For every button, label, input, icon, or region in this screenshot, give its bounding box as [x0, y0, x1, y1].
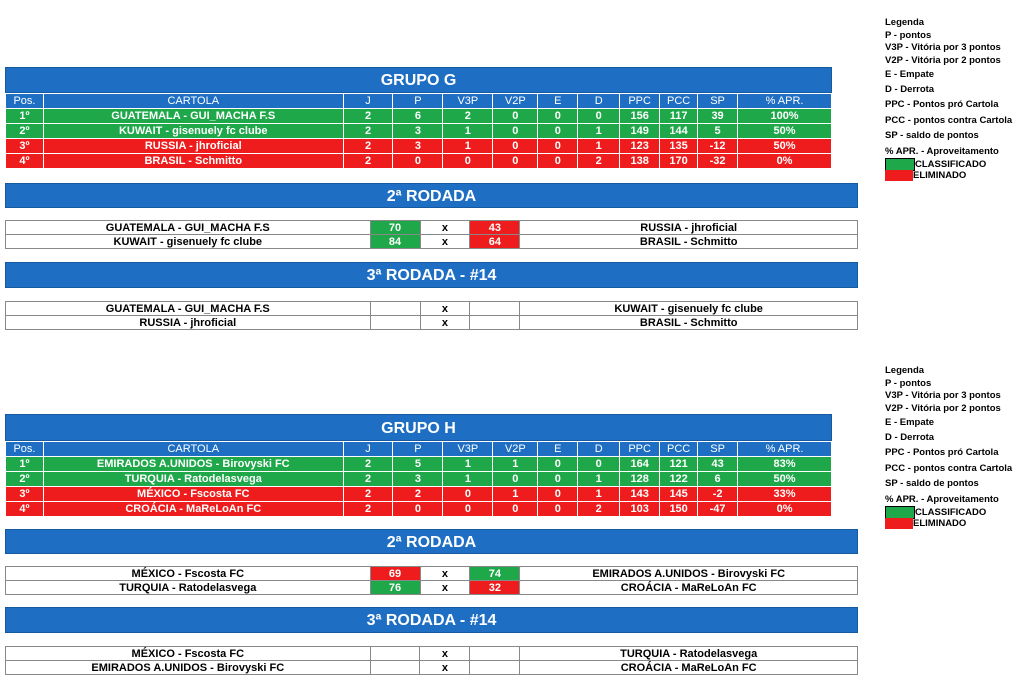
row-ppc: 149: [620, 124, 660, 139]
table-row: [6, 124, 832, 139]
legend-line: D - Derrota: [885, 83, 935, 95]
legend-group-h: [885, 365, 1012, 530]
row-d: 2: [578, 154, 620, 169]
row-pos: 4º: [6, 154, 44, 169]
row-pcc: 150: [660, 502, 698, 517]
row-d: 0: [578, 457, 620, 472]
row-d: 2: [578, 502, 620, 517]
row-j: 2: [343, 457, 393, 472]
row-j: 2: [343, 109, 393, 124]
table-row: [6, 154, 832, 169]
row-sp: 5: [698, 124, 738, 139]
row-apr: 83%: [738, 457, 832, 472]
row-pos: 4º: [6, 502, 44, 517]
match-home-score: [370, 647, 420, 661]
row-pos: 3º: [6, 487, 44, 502]
row-v3p: 1: [443, 472, 493, 487]
match-away-score: 64: [470, 235, 520, 249]
match-home: KUWAIT - gisenuely fc clube: [6, 235, 371, 249]
row-team: EMIRADOS A.UNIDOS - Birovyski FC: [43, 457, 343, 472]
row-ppc: 103: [620, 502, 660, 517]
col-d: D: [578, 442, 620, 457]
legend-eliminado: [885, 170, 1012, 182]
match-home: GUATEMALA - GUI_MACHA F.S: [6, 221, 371, 235]
row-e: 0: [538, 487, 578, 502]
col-pos: Pos.: [6, 94, 44, 109]
group-g-standings: [5, 93, 832, 169]
match-home-score: 69: [370, 567, 420, 581]
legend-line: SP - saldo de pontos: [885, 130, 979, 141]
row-team: CROÁCIA - MaReLoAn FC: [43, 502, 343, 517]
row-e: 0: [538, 502, 578, 517]
match-away-score: [470, 647, 520, 661]
match-away: KUWAIT - gisenuely fc clube: [520, 302, 858, 316]
legend-line: P - pontos: [885, 377, 932, 389]
row-p: 2: [393, 487, 443, 502]
row-p: 5: [393, 457, 443, 472]
row-v2p: 0: [493, 502, 538, 517]
match-row: [6, 221, 858, 235]
row-v2p: 1: [493, 487, 538, 502]
match-row: [6, 581, 858, 595]
group-h-round2-title: 2ª RODADA: [5, 529, 858, 554]
match-away-score: 43: [470, 221, 520, 235]
col-pcc: PCC: [660, 94, 698, 109]
row-v3p: 1: [443, 124, 493, 139]
match-home-score: [370, 316, 420, 330]
col-v2p: V2P: [493, 94, 538, 109]
col-e: E: [538, 94, 578, 109]
row-pos: 2º: [6, 472, 44, 487]
row-d: 1: [578, 139, 620, 154]
row-j: 2: [343, 124, 393, 139]
match-x: x: [420, 302, 470, 316]
match-away-score: [470, 661, 520, 675]
group-h-round3-matches: [5, 646, 858, 675]
legend-line: V2P - Vitória por 2 pontos: [885, 54, 1001, 66]
row-sp: -47: [698, 502, 738, 517]
row-e: 0: [538, 154, 578, 169]
legend-line: % APR. - Aproveitamento: [885, 493, 999, 505]
row-pcc: 170: [660, 154, 698, 169]
row-v3p: 0: [443, 502, 493, 517]
match-row: [6, 316, 858, 330]
match-away: RUSSIA - jhroficial: [520, 221, 858, 235]
row-p: 3: [393, 124, 443, 139]
row-j: 2: [343, 487, 393, 502]
match-home: MÉXICO - Fscosta FC: [6, 567, 371, 581]
row-v2p: 0: [493, 124, 538, 139]
col-ppc: PPC: [620, 94, 660, 109]
match-x: x: [420, 316, 470, 330]
match-away: CROÁCIA - MaReLoAn FC: [520, 661, 858, 675]
row-d: 1: [578, 124, 620, 139]
group-g-round2-matches: [5, 220, 858, 249]
row-p: 3: [393, 472, 443, 487]
group-g-round3-title: 3ª RODADA - #14: [5, 262, 858, 288]
row-ppc: 164: [620, 457, 660, 472]
classificado-label: CLASSIFICADO: [915, 507, 987, 519]
match-row: [6, 647, 858, 661]
row-p: 3: [393, 139, 443, 154]
match-x: x: [420, 235, 470, 249]
legend-line: V2P - Vitória por 2 pontos: [885, 402, 1001, 414]
match-home: EMIRADOS A.UNIDOS - Birovyski FC: [6, 661, 371, 675]
row-pos: 1º: [6, 457, 44, 472]
col-sp: SP: [698, 94, 738, 109]
classificado-label: CLASSIFICADO: [915, 159, 987, 171]
match-x: x: [420, 221, 470, 235]
table-row: [6, 139, 832, 154]
legend-line: Legenda: [885, 17, 925, 28]
col-pcc: PCC: [660, 442, 698, 457]
row-apr: 100%: [738, 109, 832, 124]
row-team: GUATEMALA - GUI_MACHA F.S: [43, 109, 343, 124]
eliminado-swatch: [885, 170, 913, 181]
row-j: 2: [343, 139, 393, 154]
standings-header: [6, 442, 832, 457]
row-p: 6: [393, 109, 443, 124]
row-p: 0: [393, 154, 443, 169]
eliminado-label: ELIMINADO: [913, 518, 967, 530]
row-e: 0: [538, 139, 578, 154]
legend-classificado: [885, 158, 1012, 170]
col-d: D: [578, 94, 620, 109]
col-v2p: V2P: [493, 442, 538, 457]
col-p: P: [393, 94, 443, 109]
row-d: 1: [578, 487, 620, 502]
row-pos: 1º: [6, 109, 44, 124]
row-pcc: 117: [660, 109, 698, 124]
group-h-round2-matches: [5, 566, 858, 595]
legend-line: PCC - pontos contra Cartola: [885, 462, 1013, 474]
match-away: BRASIL - Schmitto: [520, 235, 858, 249]
row-v2p: 0: [493, 109, 538, 124]
row-e: 0: [538, 124, 578, 139]
row-v3p: 1: [443, 139, 493, 154]
row-e: 0: [538, 109, 578, 124]
match-home: TURQUIA - Ratodelasvega: [6, 581, 371, 595]
legend-line: % APR. - Aproveitamento: [885, 145, 999, 157]
legend-line: E - Empate: [885, 69, 935, 80]
match-row: [6, 235, 858, 249]
row-e: 0: [538, 457, 578, 472]
group-g-round3-matches: [5, 301, 858, 330]
col-p: P: [393, 442, 443, 457]
legend-line: PPC - Pontos pró Cartola: [885, 99, 999, 110]
row-sp: 43: [698, 457, 738, 472]
row-apr: 50%: [738, 472, 832, 487]
row-ppc: 138: [620, 154, 660, 169]
table-row: [6, 472, 832, 487]
col-cartola: CARTOLA: [43, 94, 343, 109]
row-sp: -32: [698, 154, 738, 169]
match-away: EMIRADOS A.UNIDOS - Birovyski FC: [520, 567, 858, 581]
row-apr: 33%: [738, 487, 832, 502]
match-home-score: [370, 661, 420, 675]
col-cartola: CARTOLA: [43, 442, 343, 457]
col-sp: SP: [698, 442, 738, 457]
legend-group-g: [885, 17, 1012, 182]
legend-line: E - Empate: [885, 417, 935, 428]
row-sp: -12: [698, 139, 738, 154]
legend-line: Legenda: [885, 365, 925, 376]
match-x: x: [420, 647, 470, 661]
row-apr: 0%: [738, 502, 832, 517]
row-pcc: 135: [660, 139, 698, 154]
col-apr: % APR.: [738, 442, 832, 457]
legend-line: PCC - pontos contra Cartola: [885, 114, 1013, 126]
col-j: J: [343, 94, 393, 109]
col-e: E: [538, 442, 578, 457]
table-row: [6, 457, 832, 472]
row-team: BRASIL - Schmitto: [43, 154, 343, 169]
row-v2p: 1: [493, 457, 538, 472]
match-row: [6, 567, 858, 581]
row-pos: 2º: [6, 124, 44, 139]
row-d: 1: [578, 472, 620, 487]
col-j: J: [343, 442, 393, 457]
row-v3p: 1: [443, 457, 493, 472]
match-home-score: 76: [370, 581, 420, 595]
match-away-score: [470, 316, 520, 330]
row-j: 2: [343, 502, 393, 517]
row-apr: 0%: [738, 154, 832, 169]
legend-line: D - Derrota: [885, 431, 935, 443]
group-h-title: GRUPO H: [5, 414, 832, 441]
col-v3p: V3P: [443, 442, 493, 457]
match-x: x: [420, 661, 470, 675]
match-row: [6, 661, 858, 675]
group-g-round2-title: 2ª RODADA: [5, 183, 858, 208]
row-team: MÉXICO - Fscosta FC: [43, 487, 343, 502]
row-pcc: 122: [660, 472, 698, 487]
legend-line: P - pontos: [885, 29, 932, 41]
table-row: [6, 487, 832, 502]
row-apr: 50%: [738, 124, 832, 139]
match-away-score: [470, 302, 520, 316]
row-ppc: 128: [620, 472, 660, 487]
match-x: x: [420, 567, 470, 581]
col-pos: Pos.: [6, 442, 44, 457]
table-row: [6, 502, 832, 517]
row-ppc: 123: [620, 139, 660, 154]
standings-header: [6, 94, 832, 109]
row-pcc: 144: [660, 124, 698, 139]
legend-line: V3P - Vitória por 3 pontos: [885, 390, 1001, 401]
row-v3p: 2: [443, 109, 493, 124]
match-away: TURQUIA - Ratodelasvega: [520, 647, 858, 661]
row-j: 2: [343, 472, 393, 487]
match-away-score: 32: [470, 581, 520, 595]
row-v3p: 0: [443, 154, 493, 169]
row-team: KUWAIT - gisenuely fc clube: [43, 124, 343, 139]
legend-line: SP - saldo de pontos: [885, 478, 979, 489]
row-pcc: 121: [660, 457, 698, 472]
eliminado-label: ELIMINADO: [913, 170, 967, 182]
col-v3p: V3P: [443, 94, 493, 109]
col-apr: % APR.: [738, 94, 832, 109]
legend-eliminado: [885, 518, 1012, 530]
group-h-round3-title: 3ª RODADA - #14: [5, 607, 858, 633]
match-away-score: 74: [470, 567, 520, 581]
row-sp: 39: [698, 109, 738, 124]
row-v3p: 0: [443, 487, 493, 502]
legend-line: V3P - Vitória por 3 pontos: [885, 42, 1001, 53]
row-v2p: 0: [493, 154, 538, 169]
match-home: RUSSIA - jhroficial: [6, 316, 371, 330]
match-home-score: [370, 302, 420, 316]
row-ppc: 156: [620, 109, 660, 124]
row-j: 2: [343, 154, 393, 169]
row-sp: -2: [698, 487, 738, 502]
legend-classificado: [885, 506, 1012, 518]
row-p: 0: [393, 502, 443, 517]
match-away: CROÁCIA - MaReLoAn FC: [520, 581, 858, 595]
match-row: [6, 302, 858, 316]
match-home-score: 70: [370, 221, 420, 235]
row-ppc: 143: [620, 487, 660, 502]
row-e: 0: [538, 472, 578, 487]
match-home-score: 84: [370, 235, 420, 249]
row-apr: 50%: [738, 139, 832, 154]
row-d: 0: [578, 109, 620, 124]
legend-line: PPC - Pontos pró Cartola: [885, 447, 999, 458]
row-team: TURQUIA - Ratodelasvega: [43, 472, 343, 487]
match-away: BRASIL - Schmitto: [520, 316, 858, 330]
row-v2p: 0: [493, 472, 538, 487]
group-h-standings: [5, 441, 832, 517]
eliminado-swatch: [885, 518, 913, 529]
table-row: [6, 109, 832, 124]
row-pcc: 145: [660, 487, 698, 502]
row-pos: 3º: [6, 139, 44, 154]
group-g-title: GRUPO G: [5, 67, 832, 93]
row-sp: 6: [698, 472, 738, 487]
match-home: MÉXICO - Fscosta FC: [6, 647, 371, 661]
col-ppc: PPC: [620, 442, 660, 457]
match-home: GUATEMALA - GUI_MACHA F.S: [6, 302, 371, 316]
row-team: RUSSIA - jhroficial: [43, 139, 343, 154]
row-v2p: 0: [493, 139, 538, 154]
match-x: x: [420, 581, 470, 595]
